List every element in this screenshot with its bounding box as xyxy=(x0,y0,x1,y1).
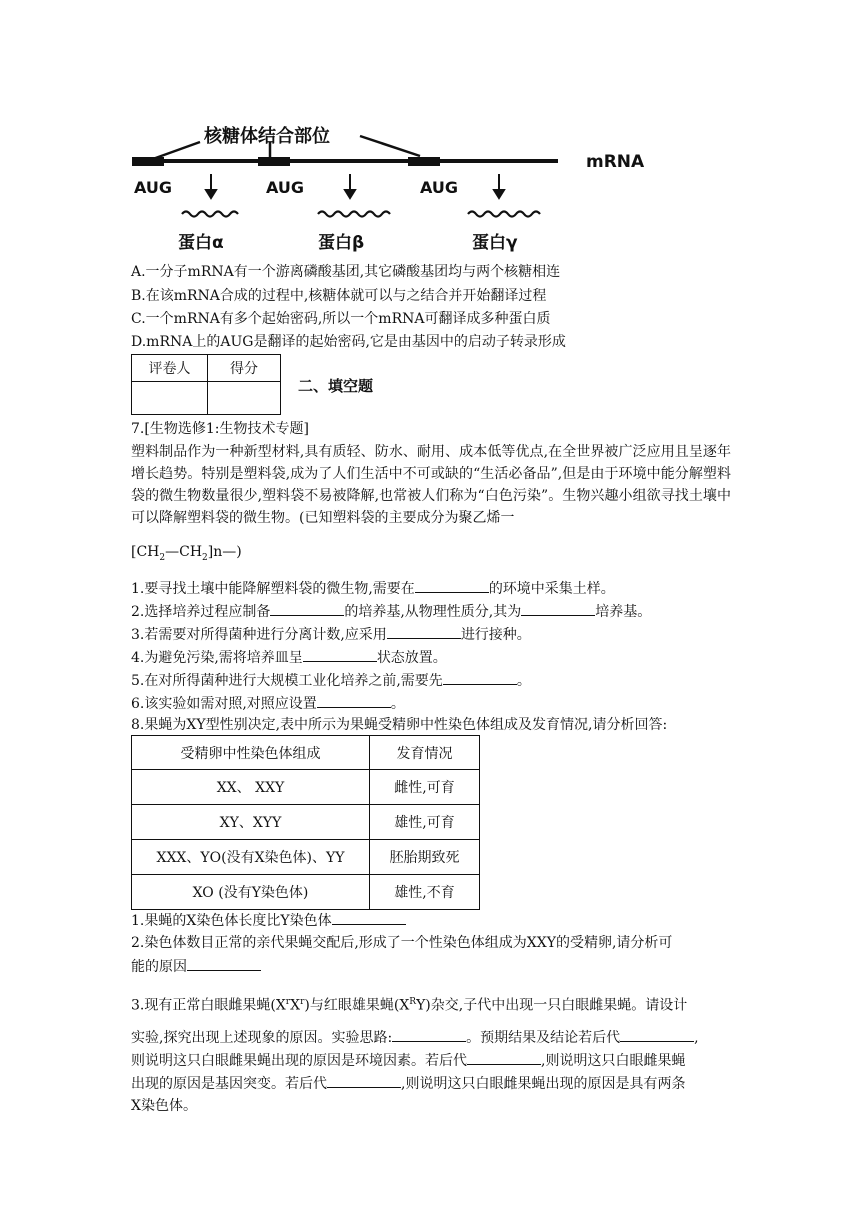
option-b: B.在该mRNA合成的过程中,核糖体就可以与之结合并开始翻译过程 xyxy=(131,288,547,304)
score-table-score: 得分 xyxy=(208,355,281,382)
answer-blank[interactable] xyxy=(392,1027,466,1042)
protein-label-beta: 蛋白β xyxy=(318,233,365,253)
q7-item-2: 2.选择培养过程应制备 的培养基,从物理性质分,其为 培养基。 xyxy=(131,601,651,622)
answer-blank[interactable] xyxy=(415,578,489,593)
q8-item-2-line-1: 2.染色体数目正常的亲代果蝇交配后,形成了一个性染色体组成为XXY的受精卵,请分析可 xyxy=(131,935,673,951)
score-table xyxy=(131,354,281,415)
protein-waves xyxy=(182,212,540,217)
q8-item-1: 1.果蝇的X染色体长度比Y染色体 xyxy=(131,910,406,931)
score-table-grader: 评卷人 xyxy=(132,355,208,382)
table-row xyxy=(132,770,480,805)
q8-item-2-line-2: 能的原因 xyxy=(131,956,261,977)
score-table-score-cell[interactable] xyxy=(208,382,281,415)
answer-blank[interactable] xyxy=(327,1073,401,1088)
score-table-grader-cell[interactable] xyxy=(132,382,208,415)
protein-label-gamma: 蛋白γ xyxy=(472,233,518,253)
binding-site-label: 核糖体结合部位 xyxy=(204,126,330,147)
option-a: A.一分子mRNA有一个游离磷酸基团,其它磷酸基团均与两个核糖相连 xyxy=(131,264,561,280)
answer-blank[interactable] xyxy=(620,1027,694,1042)
table-row xyxy=(132,875,480,910)
option-d: D.mRNA上的AUG是翻译的起始密码,它是由基因中的启动子转录形成 xyxy=(131,334,566,350)
table-cell: 雄性,可育 xyxy=(370,805,480,840)
q8-table-header-composition: 受精卵中性染色体组成 xyxy=(132,736,370,770)
table-cell: XXX、YO(没有X染色体)、YY xyxy=(132,840,370,875)
q7-header: 7.[生物选修1:生物技术专题] xyxy=(131,421,309,437)
answer-blank[interactable] xyxy=(387,624,461,639)
option-c: C.一个mRNA有多个起始密码,所以一个mRNA可翻译成多种蛋白质 xyxy=(131,311,551,327)
codon-label-1: AUG xyxy=(134,178,173,197)
table-cell: 雄性,不育 xyxy=(370,875,480,910)
q8-table xyxy=(131,735,480,910)
answer-blank[interactable] xyxy=(521,601,595,616)
q8-item-3-line-3: 则说明这只白眼雌果蝇出现的原因是环境因素。若后代 ,则说明这只白眼雌果蝇 xyxy=(131,1050,685,1071)
section-title: 二、填空题 xyxy=(298,377,374,395)
answer-blank[interactable] xyxy=(303,647,377,662)
answer-blank[interactable] xyxy=(332,910,406,925)
binding-site-1 xyxy=(132,157,164,166)
q8-item-3-line-4: 出现的原因是基因突变。若后代 ,则说明这只白眼雌果蝇出现的原因是具有两条 xyxy=(131,1073,685,1094)
answer-blank[interactable] xyxy=(443,670,517,685)
q7-item-4: 4.为避免污染,需将培养皿呈 状态放置。 xyxy=(131,647,447,668)
q7-formula: $[CH_2—CH_2]n—$) xyxy=(131,544,242,563)
q7-intro: 塑料制品作为一种新型材料,具有质轻、防水、耐用、成本低等优点,在全世界被广泛应用且呈逐年增长趋势。特别是塑料袋,成为了人们生活中不可或缺的“生活必备品”,但是由于环境中能分解塑料袋的微生物数量很少,塑料袋不易被降解,也常被人们称为“白色污染”。生物兴趣小组欲寻找土壤中可以降解塑料袋的微生物。(已知塑料袋的主要成分为聚乙烯一 xyxy=(131,444,731,526)
q8-item-3-line-5: X染色体。 xyxy=(131,1098,197,1114)
answer-blank[interactable] xyxy=(317,693,391,708)
arrows xyxy=(206,174,504,198)
answer-blank[interactable] xyxy=(187,956,261,971)
table-cell: 胚胎期致死 xyxy=(370,840,480,875)
q8-item-3-line-1: 3.现有正常白眼雌果蝇$(X^rX^r)$与红眼雄果蝇$(X^RY)$杂交,子代中出现一只白眼雌果蝇。请设计 xyxy=(131,997,688,1014)
binding-site-3 xyxy=(408,157,440,166)
mrna-label: mRNA xyxy=(586,152,645,172)
q8-table-header-development: 发育情况 xyxy=(370,736,480,770)
table-row xyxy=(132,805,480,840)
table-cell: XO (没有Y染色体) xyxy=(132,875,370,910)
table-row xyxy=(132,840,480,875)
answer-blank[interactable] xyxy=(467,1050,541,1065)
codon-label-3: AUG xyxy=(420,178,459,197)
q7-item-1: 1.要寻找土壤中能降解塑料袋的微生物,需要在 的环境中采集土样。 xyxy=(131,578,615,599)
protein-label-alpha: 蛋白α xyxy=(178,233,224,253)
binding-site-2 xyxy=(258,157,290,166)
bracket-line-right xyxy=(360,136,420,156)
q8-intro: 8.果蝇为XY型性别决定,表中所示为果蝇受精卵中性染色体组成及发育情况,请分析回答: xyxy=(131,717,668,733)
codon-label-2: AUG xyxy=(266,178,305,197)
q7-item-6: 6.该实验如需对照,对照应设置 。 xyxy=(131,693,405,714)
q7-item-3: 3.若需要对所得菌种进行分离计数,应采用 进行接种。 xyxy=(131,624,531,645)
q8-item-3-line-2: 实验,探究出现上述现象的原因。实验思路: 。预期结果及结论若后代 , xyxy=(131,1027,699,1048)
table-cell: XX、 XXY xyxy=(132,770,370,805)
q7-item-5: 5.在对所得菌种进行大规模工业化培养之前,需要先 。 xyxy=(131,670,531,691)
table-cell: XY、XYY xyxy=(132,805,370,840)
table-cell: 雌性,可育 xyxy=(370,770,480,805)
answer-blank[interactable] xyxy=(270,601,344,616)
